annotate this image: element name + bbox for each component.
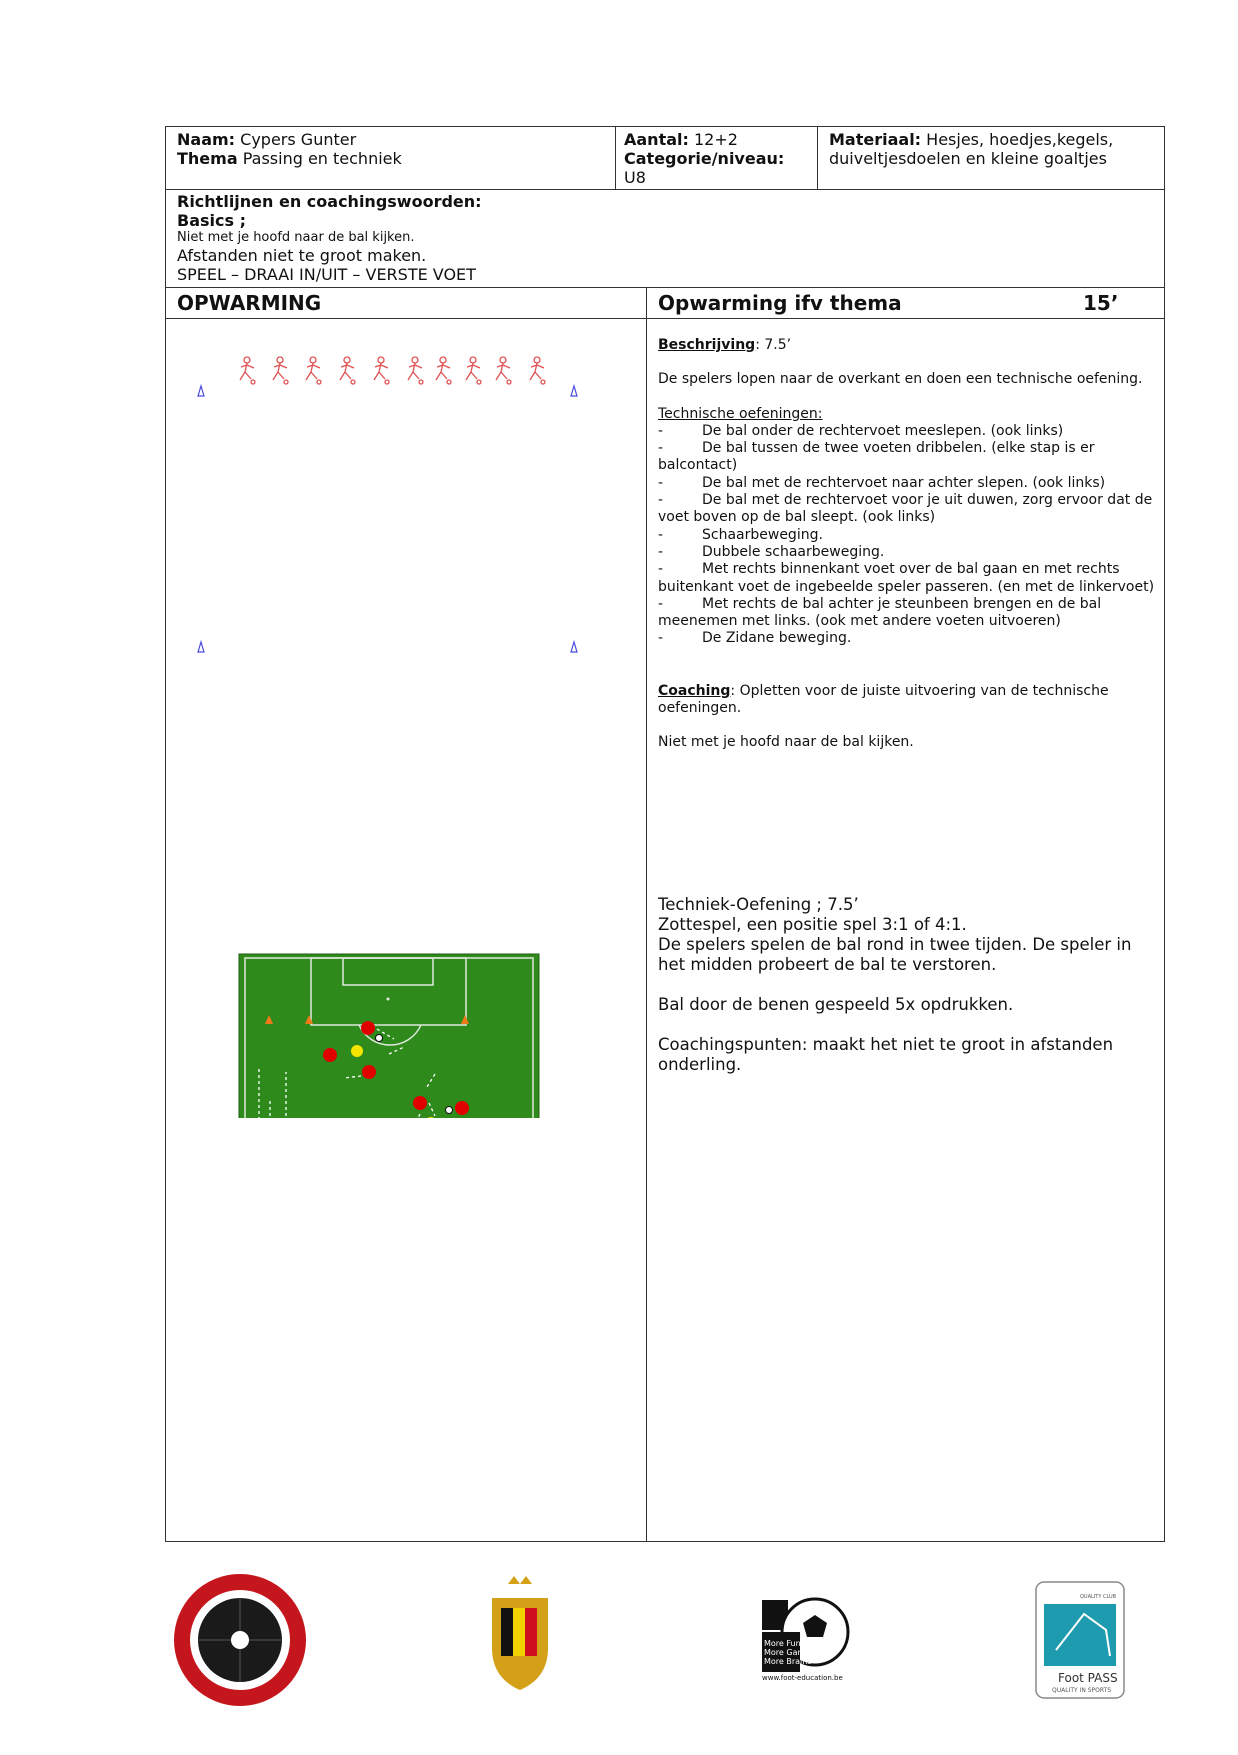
list-item: - Met rechts binnenkant voet over de bal gaan en met rechts buitenkant voet de ingebeelde speler passeren. (en met de linkervoet) bbox=[658, 561, 1155, 595]
naam-value: Cypers Gunter bbox=[235, 130, 357, 149]
description-intro: De spelers lopen naar de overkant en doen een technische oefening. bbox=[658, 371, 1143, 388]
section-left-title: OPWARMING bbox=[177, 291, 322, 315]
svg-text:More Fun: More Fun bbox=[764, 1639, 801, 1648]
guidelines-line3: SPEEL – DRAAI IN/UIT – VERSTE VOET bbox=[177, 265, 476, 284]
list-item: - De Zidane beweging. bbox=[658, 630, 852, 647]
list-item: - De bal met de rechtervoet naar achter slepen. (ook links) bbox=[658, 474, 1106, 491]
technique-line: Zottespel, een positie spel 3:1 of 4:1. bbox=[658, 914, 967, 934]
materiaal-value: Hesjes, hoedjes,kegels, duiveltjesdoelen en kleine goaltjes bbox=[829, 130, 1114, 168]
foot-pass-logo bbox=[1036, 1582, 1124, 1698]
technique-block bbox=[658, 895, 1158, 1075]
coaching-value: : Opletten voor de juiste uitvoering van de technische oefeningen. bbox=[658, 682, 1109, 717]
training-sheet bbox=[165, 126, 1165, 1542]
pitch-diagram bbox=[239, 954, 539, 1118]
aantal-value: 12+2 bbox=[688, 130, 738, 149]
logo-strip bbox=[0, 1570, 1238, 1720]
section-time: 15’ bbox=[1083, 291, 1119, 315]
header-count-cell bbox=[616, 127, 818, 189]
belgian-fa-logo bbox=[492, 1576, 548, 1690]
technique-line: De spelers spelen de bal rond in twee tijden. De speler in het midden probeert de bal te verstoren. bbox=[658, 934, 1132, 974]
description-column bbox=[658, 337, 1158, 1075]
technique-coaching: Coachingspunten: maakt het niet te groot in afstanden onderling. bbox=[658, 1034, 1114, 1074]
thema-value: Passing en techniek bbox=[237, 149, 402, 168]
guidelines-basics: Basics ; bbox=[177, 211, 246, 230]
list-item: - De bal tussen de twee voeten dribbelen. (elke stap is er balcontact) bbox=[658, 440, 1095, 474]
svg-text:More Brains: More Brains bbox=[764, 1657, 812, 1666]
naam-label: Naam: bbox=[177, 130, 236, 149]
guidelines-line1: Niet met je hoofd naar de bal kijken. bbox=[177, 230, 415, 245]
materiaal-label: Materiaal: bbox=[829, 130, 922, 149]
list-item: - Met rechts de bal achter je steunbeen brengen en de bal meenemen met links. (ook met andere voeten uitvoeren) bbox=[658, 595, 1102, 630]
header-material-cell bbox=[818, 127, 1164, 189]
categorie-value: U8 bbox=[624, 168, 646, 187]
footer-logos bbox=[0, 1570, 1238, 1720]
list-item: - De bal onder de rechtervoet meeslepen. (ook links) bbox=[658, 422, 1064, 439]
warmup-figures bbox=[166, 318, 646, 1118]
list-item: - De bal met de rechtervoet voor je uit duwen, zorg ervoor dat de voet boven op de bal sleept. (ook links) bbox=[658, 492, 1153, 526]
warmup-illustration bbox=[166, 318, 646, 1118]
thema-label: Thema bbox=[177, 149, 238, 168]
technique-title: Techniek-Oefening ; 7.5’ bbox=[658, 894, 859, 914]
guidelines-title: Richtlijnen en coachingswoorden: bbox=[177, 192, 482, 211]
aantal-label: Aantal: bbox=[624, 130, 689, 149]
header-name-cell bbox=[166, 127, 616, 189]
section-title-row bbox=[166, 288, 1164, 319]
coaching-label: Coaching bbox=[658, 682, 731, 699]
column-divider bbox=[646, 288, 647, 1541]
svg-text:QUALITY CLUB: QUALITY CLUB bbox=[1080, 1594, 1117, 1600]
header-row bbox=[166, 127, 1164, 190]
svg-text:More Games: More Games bbox=[764, 1648, 815, 1657]
description-label: Beschrijving bbox=[658, 337, 756, 353]
coaching-line2: Niet met je hoofd naar de bal kijken. bbox=[658, 734, 914, 751]
gestel-lummen-logo bbox=[182, 1582, 298, 1698]
description-value: : 7.5’ bbox=[755, 337, 792, 353]
guidelines bbox=[166, 189, 1164, 288]
categorie-label: Categorie/niveau: bbox=[624, 149, 785, 168]
svg-text:Foot PASS: Foot PASS bbox=[1058, 1671, 1118, 1685]
technique-line: Bal door de benen gespeeld 5x opdrukken. bbox=[658, 994, 1014, 1014]
section-right-title: Opwarming ifv thema bbox=[658, 291, 902, 315]
svg-text:www.foot-education.be: www.foot-education.be bbox=[762, 1674, 843, 1682]
guidelines-line2: Afstanden niet te groot maken. bbox=[177, 246, 427, 265]
foot-education-logo bbox=[762, 1599, 848, 1682]
cone-markers bbox=[198, 386, 577, 652]
list-item: - Schaarbeweging. bbox=[658, 526, 823, 543]
exercises-title: Technische oefeningen: bbox=[658, 405, 823, 422]
list-item: - Dubbele schaarbeweging. bbox=[658, 543, 885, 560]
svg-text:QUALITY IN SPORTS: QUALITY IN SPORTS bbox=[1052, 1687, 1112, 1694]
player-silhouettes bbox=[240, 357, 545, 384]
